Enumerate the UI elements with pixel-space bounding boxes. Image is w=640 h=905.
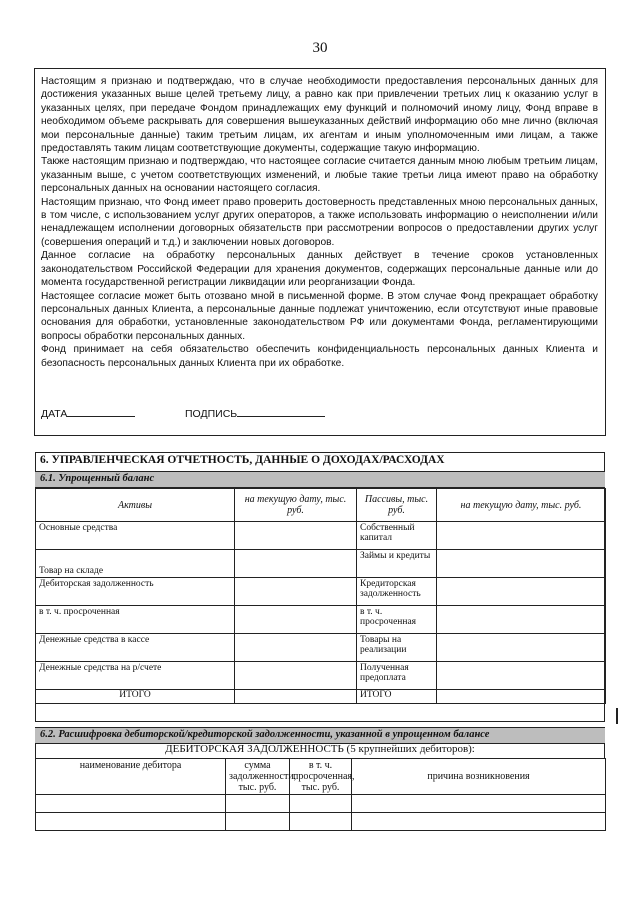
debt-reason-header: причина возникновения: [352, 759, 606, 795]
section-6-title: 6. УПРАВЛЕНЧЕСКАЯ ОТЧЕТНОСТЬ, ДАННЫЕ О ДОХОДАХ/РАСХОДАХ: [40, 454, 445, 466]
liability-label: в т. ч. просроченная: [357, 606, 437, 634]
page-number: 30: [312, 40, 328, 56]
signature-field[interactable]: [185, 405, 325, 420]
asset-label: Дебиторская задолженность: [36, 578, 235, 606]
liability-value-cell[interactable]: [437, 522, 606, 550]
date-field[interactable]: [41, 405, 135, 420]
liabilities-date-header: на текущую дату, тыс. руб.: [437, 489, 606, 522]
liability-value-cell[interactable]: [437, 606, 606, 634]
consent-text: [41, 75, 598, 370]
asset-value-cell[interactable]: [235, 634, 357, 662]
debt-reason-cell[interactable]: [352, 795, 606, 813]
debtor-name-cell[interactable]: [36, 813, 226, 831]
consent-paragraph: Также настоящим признаю и подтверждаю, что настоящее согласие считается данным мною любым третьим лицам, указанным выше, с учетом соответствующих изменений, и любые такие третьи лица имеют право на обработку персональных данных на основании настоящего согласия.: [41, 156, 598, 195]
liability-label: Товары на реализации: [357, 634, 437, 662]
balance-table: [35, 488, 606, 704]
liabilities-header: Пассивы, тыс. руб.: [357, 489, 437, 522]
liability-label: Полученная предоплата: [357, 662, 437, 690]
consent-paragraph: Настоящее согласие может быть отозвано мной в письменной форме. В этом случае Фонд прекращает обработку персональных данных Клиента, а персональные данные подлежат уничтожению, если отсутствуют иные правовые основания для обработки, установленные законодательством РФ или документами Фонда, регламентирующими вопросы обработки персональных данных.: [41, 290, 598, 342]
table-row: [36, 813, 606, 831]
table-row: [36, 522, 606, 550]
assets-header: Активы: [36, 489, 235, 522]
debt-amount-header: сумма задолженности, тыс. руб.: [226, 759, 290, 795]
debt-amount-cell[interactable]: [226, 813, 290, 831]
debt-overdue-cell[interactable]: [290, 813, 352, 831]
subsection-6-1-title: 6.1. Упрощенный баланс: [40, 473, 155, 484]
asset-label: Денежные средства на р/счете: [36, 662, 235, 690]
consent-paragraph: Настоящим признаю, что Фонд имеет право проверить достоверность представленных мною персональных данных, в том числе, с использованием услуг других операторов, а также использовать информацию о неисполнении и/или ненадлежащем исполнении договорных обязательств при рассмотрении вопросов о предоставлении других услуг (совершения операций и т.д.) и заключении новых договоров.: [41, 196, 598, 248]
liability-value-cell[interactable]: [437, 634, 606, 662]
total-left-label: ИТОГО: [36, 690, 235, 704]
liability-label: Собственный капитал: [357, 522, 437, 550]
subsection-6-2-title: 6.2. Расшифровка дебиторской/кредиторской задолженности, указанной в упрощенном балансе: [40, 729, 490, 740]
table-row: [36, 662, 606, 690]
liability-value-cell[interactable]: [437, 578, 606, 606]
asset-label: Товар на складе: [36, 550, 235, 578]
asset-value-cell[interactable]: [235, 662, 357, 690]
signature-label: ПОДПИСЬ: [185, 408, 238, 420]
asset-label: Основные средства: [36, 522, 235, 550]
debtor-name-header: наименование дебитора: [36, 759, 226, 795]
assets-date-header: на текущую дату, тыс. руб.: [235, 489, 357, 522]
debt-reason-cell[interactable]: [352, 813, 606, 831]
debt-amount-cell[interactable]: [226, 795, 290, 813]
asset-value-cell[interactable]: [235, 578, 357, 606]
table-row: [36, 795, 606, 813]
liability-value-cell[interactable]: [437, 662, 606, 690]
asset-value-cell[interactable]: [235, 522, 357, 550]
signature-underline[interactable]: [237, 405, 325, 417]
debtors-table: [35, 758, 606, 831]
asset-value-cell[interactable]: [235, 550, 357, 578]
asset-value-cell[interactable]: [235, 606, 357, 634]
total-assets-cell[interactable]: [235, 690, 357, 704]
asset-label: Денежные средства в кассе: [36, 634, 235, 662]
debt-overdue-header: в т. ч. просроченная, тыс. руб.: [290, 759, 352, 795]
consent-paragraph: Данное согласие на обработку персональных данных действует в течение сроков установленных законодательством Российской Федерации для хранения документов, содержащих персональные данные или до момента государственной регистрации ликвидации или реорганизации Фонда.: [41, 250, 598, 289]
table-row: [36, 578, 606, 606]
liability-value-cell[interactable]: [437, 550, 606, 578]
total-liabilities-cell[interactable]: [437, 690, 606, 704]
consent-paragraph: Настоящим я признаю и подтверждаю, что в случае необходимости предоставления персональных данных для достижения указанных выше целей третьему лицу, а равно как при привлечении третьих лиц к оказанию услуг в указанных целях, при передаче Фондом принадлежащих ему функций и полномочий иному лицу, Фонд вправе в необходимом объеме раскрывать для совершения вышеуказанных действий информацию обо мне лично (включая мои персональные данные) таким третьим лицам, их агентам и иным уполномоченным ими лицам, а также предоставлять таким лицам соответствующие документы, содержащие такую информацию.: [41, 76, 598, 155]
debt-overdue-cell[interactable]: [290, 795, 352, 813]
date-underline[interactable]: [67, 405, 135, 417]
table-row: [36, 550, 606, 578]
total-right-label: ИТОГО: [357, 690, 437, 704]
liability-label: Кредиторская задолженность: [357, 578, 437, 606]
date-label: ДАТА: [41, 408, 68, 420]
table-row: [36, 634, 606, 662]
total-row: [36, 690, 606, 704]
debtors-heading: ДЕБИТОРСКАЯ ЗАДОЛЖЕННОСТЬ (5 крупнейших дебиторов):: [35, 743, 605, 758]
consent-paragraph: Фонд принимает на себя обязательство обеспечить конфиденциальность персональных данных Клиента и безопасность персональных данных Клиента при их обработке.: [41, 344, 598, 369]
table-row: [36, 606, 606, 634]
liability-label: Займы и кредиты: [357, 550, 437, 578]
margin-mark: [616, 708, 618, 724]
asset-label: в т. ч. просроченная: [36, 606, 235, 634]
debtor-name-cell[interactable]: [36, 795, 226, 813]
